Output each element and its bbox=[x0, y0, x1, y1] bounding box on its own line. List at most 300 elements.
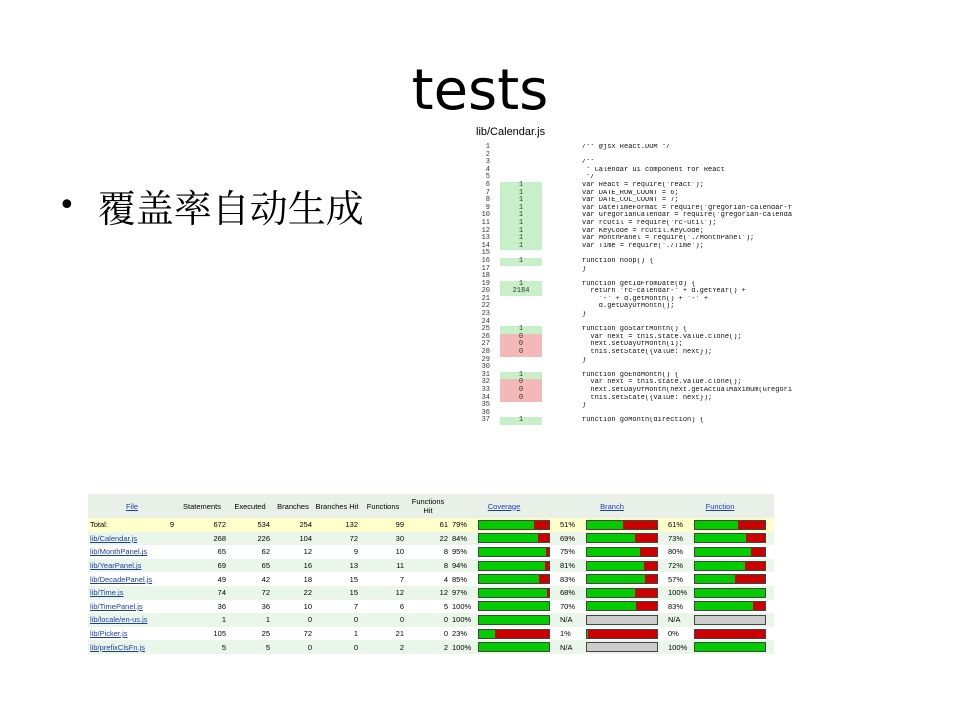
header-statements: Statements bbox=[176, 494, 228, 518]
code-line bbox=[468, 212, 842, 220]
function-progress-fill bbox=[695, 575, 735, 583]
function-progress-bar bbox=[694, 533, 766, 543]
coverage-progress-fill bbox=[479, 602, 549, 610]
cell-branches: 10 bbox=[272, 600, 314, 614]
cell-branches-hit: 13 bbox=[314, 559, 360, 573]
source-code: var React = require('react'); bbox=[582, 181, 704, 189]
code-line bbox=[468, 395, 842, 403]
file-link[interactable]: lib/YearPanel.js bbox=[90, 561, 142, 571]
function-progress-fill bbox=[695, 589, 765, 597]
branch-progress-fill bbox=[587, 534, 635, 542]
cell-statements: 69 bbox=[176, 559, 228, 573]
table-row bbox=[88, 518, 774, 532]
hit-count: 1 bbox=[500, 235, 542, 243]
table-row bbox=[88, 640, 774, 654]
cell-functions: 7 bbox=[360, 572, 406, 586]
table-header-row bbox=[88, 494, 774, 518]
branch-progress-bar bbox=[586, 601, 658, 611]
cell-functions-hit: 61 bbox=[406, 518, 450, 532]
source-code: function noop() { bbox=[582, 257, 654, 265]
branch-progress-fill bbox=[587, 602, 636, 610]
line-number: 22 bbox=[481, 302, 490, 311]
cell-functions: 0 bbox=[360, 613, 406, 627]
source-code: /** bbox=[582, 159, 595, 167]
header-executed: Executed bbox=[228, 494, 272, 518]
file-cell bbox=[88, 586, 176, 600]
pct-branch: N/A bbox=[558, 640, 584, 654]
hit-count: 1 bbox=[500, 205, 542, 213]
function-progress-fill bbox=[695, 602, 753, 610]
slide-title: tests bbox=[411, 58, 549, 123]
cell-statements: 672 bbox=[176, 518, 228, 532]
source-code: var next = this.state.value.clone(); bbox=[582, 333, 742, 341]
line-number: 30 bbox=[481, 363, 490, 372]
table-row bbox=[88, 559, 774, 573]
coverage-progress-bar bbox=[478, 547, 550, 557]
bar-cell-coverage bbox=[476, 532, 558, 546]
cell-branches: 72 bbox=[272, 627, 314, 641]
line-number: 14 bbox=[481, 241, 490, 250]
hit-count bbox=[500, 266, 542, 274]
cell-executed: 534 bbox=[228, 518, 272, 532]
branch-progress-fill bbox=[587, 562, 644, 570]
cell-functions-hit: 0 bbox=[406, 613, 450, 627]
cell-statements: 74 bbox=[176, 586, 228, 600]
source-code: var DATE_COL_COUNT = 7; bbox=[582, 197, 679, 205]
cell-branches-hit: 132 bbox=[314, 518, 360, 532]
line-number: 2 bbox=[485, 150, 490, 159]
branch-progress-bar bbox=[586, 588, 658, 598]
header-function[interactable]: Function bbox=[666, 494, 774, 518]
cell-functions: 99 bbox=[360, 518, 406, 532]
pct-function: 72% bbox=[666, 559, 692, 573]
table-row bbox=[88, 532, 774, 546]
function-progress-bar bbox=[694, 615, 766, 625]
cell-branches-hit: 7 bbox=[314, 600, 360, 614]
code-line bbox=[468, 417, 842, 425]
bar-cell-function bbox=[692, 627, 774, 641]
source-code: next.setDayOfMonth(1); bbox=[582, 341, 683, 349]
coverage-progress-bar bbox=[478, 533, 550, 543]
branch-progress-bar bbox=[586, 533, 658, 543]
cell-branches: 0 bbox=[272, 613, 314, 627]
bar-cell-coverage bbox=[476, 613, 558, 627]
file-link[interactable]: lib/Time.js bbox=[90, 588, 124, 598]
hit-count bbox=[500, 357, 542, 365]
source-code: /** @jsx React.DOM */ bbox=[582, 144, 671, 151]
line-number: 15 bbox=[481, 249, 490, 258]
coverage-progress-fill bbox=[479, 589, 547, 597]
cell-branches-hit: 0 bbox=[314, 640, 360, 654]
cell-executed: 25 bbox=[228, 627, 272, 641]
line-number: 23 bbox=[481, 310, 490, 319]
pct-branch: 81% bbox=[558, 559, 584, 573]
hit-count bbox=[500, 402, 542, 410]
cell-statements: 65 bbox=[176, 545, 228, 559]
pct-function: 100% bbox=[666, 586, 692, 600]
line-number: 21 bbox=[481, 294, 490, 303]
function-progress-fill bbox=[695, 562, 745, 570]
pct-coverage: 100% bbox=[450, 613, 476, 627]
line-number: 13 bbox=[481, 234, 490, 243]
function-progress-fill bbox=[695, 643, 765, 651]
code-line bbox=[468, 250, 842, 258]
pct-function: 0% bbox=[666, 627, 692, 641]
hit-count: 0 bbox=[500, 387, 542, 395]
cell-functions: 21 bbox=[360, 627, 406, 641]
file-link[interactable]: lib/TimePanel.js bbox=[90, 601, 143, 611]
cell-functions-hit: 4 bbox=[406, 572, 450, 586]
bar-cell-branch bbox=[584, 518, 666, 532]
line-number: 19 bbox=[481, 279, 490, 288]
file-link[interactable]: lib/Calendar.js bbox=[90, 533, 138, 543]
source-code: function goMonth(direction) { bbox=[582, 417, 704, 425]
branch-progress-bar bbox=[586, 615, 658, 625]
hit-count: 1 bbox=[500, 228, 542, 236]
file-cell bbox=[88, 559, 176, 573]
hit-count: 1 bbox=[500, 258, 542, 266]
line-number: 24 bbox=[481, 317, 490, 326]
cell-functions: 6 bbox=[360, 600, 406, 614]
branch-progress-bar bbox=[586, 574, 658, 584]
cell-functions-hit: 8 bbox=[406, 559, 450, 573]
pct-coverage: 85% bbox=[450, 572, 476, 586]
branch-progress-fill bbox=[587, 521, 623, 529]
source-code: this.setState({value: next}); bbox=[582, 394, 713, 402]
cell-branches: 254 bbox=[272, 518, 314, 532]
pct-branch: 75% bbox=[558, 545, 584, 559]
hit-count: 0 bbox=[500, 395, 542, 403]
bar-cell-branch bbox=[584, 627, 666, 641]
source-code: var MonthPanel = require('./MonthPanel'); bbox=[582, 235, 755, 243]
table-row bbox=[88, 572, 774, 586]
pct-coverage: 94% bbox=[450, 559, 476, 573]
source-code: function getIdFromDate(d) { bbox=[582, 280, 696, 288]
file-link[interactable]: lib/MonthPanel.js bbox=[90, 547, 148, 557]
table-row bbox=[88, 545, 774, 559]
pct-coverage: 97% bbox=[450, 586, 476, 600]
branch-progress-bar bbox=[586, 520, 658, 530]
pct-function: 83% bbox=[666, 600, 692, 614]
code-line bbox=[468, 326, 842, 334]
branch-progress-fill bbox=[587, 630, 588, 638]
coverage-progress-fill bbox=[479, 548, 546, 556]
code-line bbox=[468, 197, 842, 205]
cell-functions-hit: 8 bbox=[406, 545, 450, 559]
code-line bbox=[468, 410, 842, 418]
file-cell bbox=[88, 532, 176, 546]
cell-executed: 1 bbox=[228, 613, 272, 627]
hit-count: 1 bbox=[500, 372, 542, 380]
line-number: 33 bbox=[481, 386, 490, 394]
coverage-progress-bar bbox=[478, 629, 550, 639]
total-label: Total: bbox=[90, 520, 108, 530]
header-coverage[interactable]: Coverage bbox=[450, 494, 558, 518]
function-progress-bar bbox=[694, 520, 766, 530]
source-code: } bbox=[582, 311, 587, 319]
cell-functions-hit: 22 bbox=[406, 532, 450, 546]
code-line bbox=[468, 228, 842, 236]
source-code: } bbox=[582, 265, 587, 273]
table-row bbox=[88, 627, 774, 641]
code-line bbox=[468, 319, 842, 327]
header-branches-hit: Branches Hit bbox=[314, 494, 360, 518]
source-code: '-' + d.getMonth() + '-' + bbox=[582, 295, 709, 303]
function-progress-bar bbox=[694, 574, 766, 584]
code-line bbox=[468, 152, 842, 160]
line-number: 10 bbox=[481, 211, 490, 220]
hit-count: 1 bbox=[500, 190, 542, 198]
bar-cell-coverage bbox=[476, 640, 558, 654]
cell-functions: 30 bbox=[360, 532, 406, 546]
header-functions-hit: Functions Hit bbox=[406, 494, 450, 518]
file-link[interactable]: lib/prefixClsFn.js bbox=[90, 642, 146, 652]
function-progress-fill bbox=[695, 521, 738, 529]
hit-count: 1 bbox=[500, 417, 542, 425]
total-extra: 9 bbox=[169, 520, 174, 530]
line-number: 18 bbox=[481, 272, 490, 281]
cell-functions-hit: 12 bbox=[406, 586, 450, 600]
cell-executed: 5 bbox=[228, 640, 272, 654]
source-code: this.setState({value: next}); bbox=[582, 349, 713, 357]
bar-cell-function bbox=[692, 518, 774, 532]
bar-cell-branch bbox=[584, 586, 666, 600]
code-line bbox=[468, 235, 842, 243]
bar-cell-function bbox=[692, 572, 774, 586]
hit-count: 0 bbox=[500, 341, 542, 349]
cell-branches-hit: 9 bbox=[314, 545, 360, 559]
pct-branch: 83% bbox=[558, 572, 584, 586]
function-progress-bar bbox=[694, 601, 766, 611]
source-code: var KeyCode = rcUtil.KeyCode; bbox=[582, 227, 704, 235]
line-number: 8 bbox=[485, 196, 490, 205]
code-line bbox=[468, 357, 842, 365]
hit-count bbox=[500, 167, 542, 175]
hit-count bbox=[500, 159, 542, 167]
bar-cell-coverage bbox=[476, 518, 558, 532]
function-progress-bar bbox=[694, 629, 766, 639]
bar-cell-function bbox=[692, 640, 774, 654]
table-row bbox=[88, 600, 774, 614]
pct-function: 100% bbox=[666, 640, 692, 654]
function-progress-bar bbox=[694, 588, 766, 598]
cell-branches: 104 bbox=[272, 532, 314, 546]
code-line bbox=[468, 174, 842, 182]
file-cell bbox=[88, 627, 176, 641]
code-line bbox=[468, 205, 842, 213]
coverage-progress-fill bbox=[479, 643, 549, 651]
hit-count: 1 bbox=[500, 197, 542, 205]
hit-count: 1 bbox=[500, 220, 542, 228]
coverage-progress-fill bbox=[479, 630, 495, 638]
coverage-progress-bar bbox=[478, 561, 550, 571]
line-number: 16 bbox=[481, 256, 490, 265]
line-number: 25 bbox=[481, 325, 490, 334]
source-code: var DATE_ROW_COUNT = 6; bbox=[582, 189, 679, 197]
line-number: 29 bbox=[481, 355, 490, 364]
pct-coverage: 79% bbox=[450, 518, 476, 532]
branch-progress-bar bbox=[586, 561, 658, 571]
coverage-progress-bar bbox=[478, 601, 550, 611]
bar-cell-function bbox=[692, 559, 774, 573]
line-number: 12 bbox=[481, 226, 490, 235]
file-link[interactable]: lib/locale/en-us.js bbox=[90, 615, 148, 625]
code-line bbox=[468, 341, 842, 349]
function-progress-fill bbox=[695, 548, 751, 556]
bar-cell-branch bbox=[584, 545, 666, 559]
bar-cell-coverage bbox=[476, 627, 558, 641]
code-line bbox=[468, 372, 842, 380]
function-progress-bar bbox=[694, 547, 766, 557]
source-code: function goStartMonth() { bbox=[582, 326, 688, 334]
cell-executed: 42 bbox=[228, 572, 272, 586]
function-progress-fill bbox=[695, 534, 746, 542]
file-link[interactable]: lib/Picker.js bbox=[90, 629, 128, 639]
branch-progress-bar bbox=[586, 642, 658, 652]
cell-statements: 1 bbox=[176, 613, 228, 627]
source-code: } bbox=[582, 402, 587, 410]
cell-branches-hit: 15 bbox=[314, 572, 360, 586]
pct-branch: 69% bbox=[558, 532, 584, 546]
pct-coverage: 100% bbox=[450, 600, 476, 614]
source-code: } bbox=[582, 356, 587, 364]
hit-count: 1 bbox=[500, 212, 542, 220]
header-branch[interactable]: Branch bbox=[558, 494, 666, 518]
pct-branch: 51% bbox=[558, 518, 584, 532]
bar-cell-branch bbox=[584, 640, 666, 654]
cell-executed: 62 bbox=[228, 545, 272, 559]
code-line bbox=[468, 220, 842, 228]
bar-cell-branch bbox=[584, 572, 666, 586]
code-line bbox=[468, 182, 842, 190]
pct-coverage: 23% bbox=[450, 627, 476, 641]
code-line bbox=[468, 243, 842, 251]
cell-statements: 36 bbox=[176, 600, 228, 614]
line-number: 5 bbox=[485, 173, 490, 182]
cell-executed: 72 bbox=[228, 586, 272, 600]
line-number: 32 bbox=[481, 378, 490, 387]
cell-statements: 105 bbox=[176, 627, 228, 641]
code-line bbox=[468, 167, 842, 175]
pct-function: 57% bbox=[666, 572, 692, 586]
bar-cell-coverage bbox=[476, 572, 558, 586]
pct-branch: 1% bbox=[558, 627, 584, 641]
code-line bbox=[468, 364, 842, 372]
pct-coverage: 95% bbox=[450, 545, 476, 559]
hit-count: 0 bbox=[500, 379, 542, 387]
pct-branch: 68% bbox=[558, 586, 584, 600]
line-number: 4 bbox=[485, 165, 490, 174]
hit-count: 1 bbox=[500, 243, 542, 251]
line-number: 37 bbox=[481, 416, 490, 425]
pct-coverage: 100% bbox=[450, 640, 476, 654]
code-line bbox=[468, 288, 842, 296]
hit-count: 2184 bbox=[500, 288, 542, 296]
code-line bbox=[468, 190, 842, 198]
source-code: return 'rc-calendar-' + d.getYear() + bbox=[582, 288, 746, 296]
pct-branch: 70% bbox=[558, 600, 584, 614]
bar-cell-function bbox=[692, 545, 774, 559]
line-number: 26 bbox=[481, 332, 490, 341]
line-number: 3 bbox=[485, 158, 490, 167]
bar-cell-branch bbox=[584, 600, 666, 614]
header-file[interactable]: File bbox=[88, 494, 176, 518]
code-line bbox=[468, 387, 842, 395]
file-link[interactable]: lib/DecadePanel.js bbox=[90, 574, 153, 584]
code-line bbox=[468, 334, 842, 342]
bar-cell-branch bbox=[584, 532, 666, 546]
line-number: 7 bbox=[485, 188, 490, 197]
pct-coverage: 84% bbox=[450, 532, 476, 546]
function-progress-bar bbox=[694, 561, 766, 571]
cell-branches: 12 bbox=[272, 545, 314, 559]
coverage-progress-fill bbox=[479, 521, 534, 529]
hit-count bbox=[500, 296, 542, 304]
cell-branches-hit: 0 bbox=[314, 613, 360, 627]
line-number: 27 bbox=[481, 340, 490, 349]
hit-count: 1 bbox=[500, 182, 542, 190]
hit-count: 0 bbox=[500, 349, 542, 357]
cell-branches: 18 bbox=[272, 572, 314, 586]
file-cell bbox=[88, 572, 176, 586]
bar-cell-coverage bbox=[476, 545, 558, 559]
coverage-table-body bbox=[88, 518, 774, 654]
file-cell bbox=[88, 613, 176, 627]
header-branches: Branches bbox=[272, 494, 314, 518]
hit-count: 1 bbox=[500, 281, 542, 289]
code-line bbox=[468, 379, 842, 387]
pct-function: 61% bbox=[666, 518, 692, 532]
coverage-progress-bar bbox=[478, 588, 550, 598]
cell-executed: 226 bbox=[228, 532, 272, 546]
cell-executed: 36 bbox=[228, 600, 272, 614]
line-number: 31 bbox=[481, 370, 490, 379]
table-row bbox=[88, 613, 774, 627]
code-line bbox=[468, 258, 842, 266]
line-number: 34 bbox=[481, 393, 490, 402]
code-line bbox=[468, 349, 842, 357]
cell-statements: 5 bbox=[176, 640, 228, 654]
hit-count bbox=[500, 311, 542, 319]
cell-statements: 268 bbox=[176, 532, 228, 546]
source-code: var GregorianCalendar = require('gregorian-calenda bbox=[582, 212, 793, 220]
table-row bbox=[88, 586, 774, 600]
file-cell bbox=[88, 600, 176, 614]
bar-cell-branch bbox=[584, 613, 666, 627]
bar-cell-function bbox=[692, 600, 774, 614]
cell-executed: 65 bbox=[228, 559, 272, 573]
cell-functions: 2 bbox=[360, 640, 406, 654]
function-progress-bar bbox=[694, 642, 766, 652]
code-line bbox=[468, 303, 842, 311]
coverage-progress-fill bbox=[479, 562, 545, 570]
bullet-text: 覆盖率自动生成 bbox=[97, 187, 364, 231]
bar-cell-branch bbox=[584, 559, 666, 573]
code-coverage-panel bbox=[468, 126, 842, 470]
bullet-item bbox=[58, 178, 364, 233]
coverage-progress-bar bbox=[478, 615, 550, 625]
cell-branches-hit: 72 bbox=[314, 532, 360, 546]
code-line bbox=[468, 273, 842, 281]
pct-function: 80% bbox=[666, 545, 692, 559]
coverage-progress-fill bbox=[479, 575, 539, 583]
source-code: d.getDayOfMonth(); bbox=[582, 303, 675, 311]
file-cell bbox=[88, 518, 176, 532]
file-cell bbox=[88, 545, 176, 559]
coverage-progress-bar bbox=[478, 642, 550, 652]
cell-branches-hit: 15 bbox=[314, 586, 360, 600]
hit-count: 1 bbox=[500, 326, 542, 334]
